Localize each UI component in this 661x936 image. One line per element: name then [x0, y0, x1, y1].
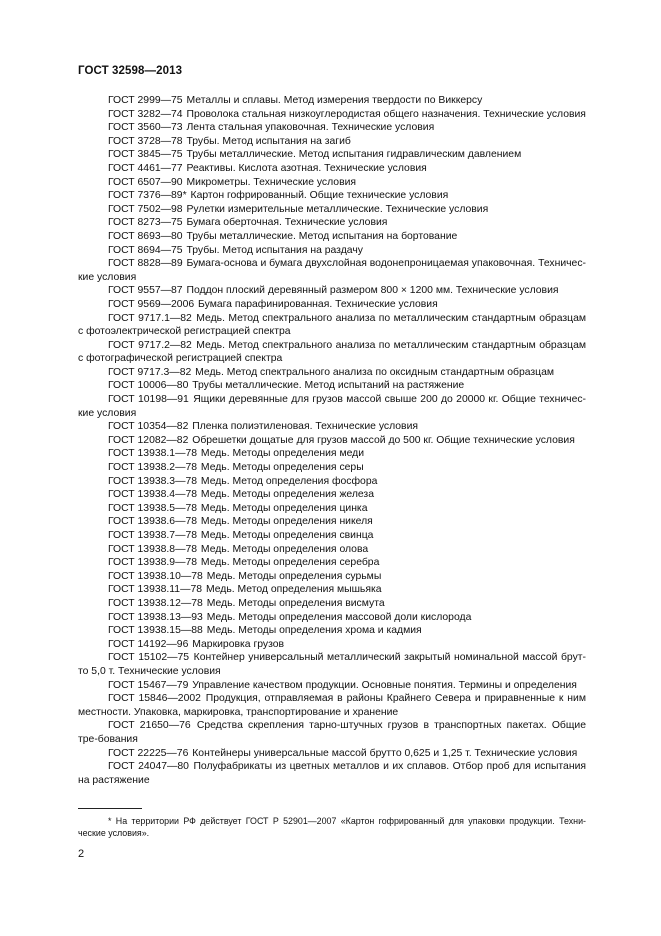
reference-entry	[78, 230, 586, 244]
standard-code: ГОСТ 22225—76	[108, 747, 189, 759]
reference-entry	[78, 488, 586, 502]
standard-code: ГОСТ 9557—87	[108, 285, 183, 297]
standard-code: ГОСТ 7376—89*	[108, 190, 187, 202]
standard-title: Металлы и сплавы. Метод измерения твердости по Виккерсу	[186, 95, 483, 106]
reference-entry	[78, 108, 586, 122]
standard-title: Медь. Метод определения фосфора	[200, 475, 378, 487]
standard-title: Трубы. Метод испытания на раздачу	[186, 244, 363, 256]
standard-title: Бумага-основа и бумага двухслойная водонепроницаемая упаковочная. Техничес-кие условия	[78, 258, 586, 283]
standard-code: ГОСТ 13938.5—78	[108, 502, 198, 514]
standard-code: ГОСТ 13938.12—78	[108, 597, 203, 609]
reference-entry	[78, 543, 586, 557]
standard-code: ГОСТ 13938.4—78	[108, 489, 198, 501]
standard-title: Реактивы. Кислота азотная. Технические условия	[186, 162, 427, 174]
standard-title: Медь. Методы определения железа	[200, 489, 374, 501]
standard-code: ГОСТ 13938.7—78	[108, 530, 198, 541]
standard-code: ГОСТ 2999—75	[108, 95, 183, 106]
standard-title: Обрешетки дощатые для грузов массой до 500 кг. Общие технические условия	[192, 434, 575, 446]
standard-code: ГОСТ 15102—75	[108, 652, 190, 664]
page-title: ГОСТ 32598—2013	[78, 65, 183, 77]
reference-entry	[78, 244, 586, 258]
reference-entry	[78, 651, 586, 678]
standard-code: ГОСТ 13938.8—78	[108, 543, 198, 555]
reference-entry	[78, 312, 586, 339]
standard-title: Медь. Методы определения никеля	[200, 516, 373, 528]
standard-title: Медь. Методы определения висмута	[206, 597, 385, 609]
standard-code: ГОСТ 8694—75	[108, 244, 183, 256]
standard-title: Средства скрепления тарно-штучных грузов в транспортных пакетах. Общие тре-бования	[78, 720, 586, 745]
reference-entry	[78, 148, 586, 162]
reference-entry	[78, 583, 586, 597]
standard-title: Ящики деревянные для грузов массой свыше 200 до 20000 кг. Общие техничес-кие условия	[78, 394, 587, 419]
standard-title: Медь. Методы определения массовой доли кислорода	[206, 611, 472, 623]
standard-code: ГОСТ 12082—82	[108, 434, 189, 446]
standard-title: Медь. Методы определения серы	[200, 462, 364, 474]
standard-title: Медь. Метод спектрального анализа по металлическим стандартным образцам с фотографической регистрацией спектра	[78, 339, 587, 365]
standard-title: Медь. Методы определения меди	[200, 448, 364, 460]
standard-code: ГОСТ 3728—78	[108, 135, 183, 147]
standard-code: ГОСТ 3282—74	[108, 108, 183, 120]
standard-code: ГОСТ 3845—75	[108, 149, 183, 161]
reference-entry	[78, 189, 586, 203]
standard-code: ГОСТ 13938.2—78	[108, 462, 198, 474]
reference-entry	[78, 216, 586, 230]
standard-title: Трубы металлические. Метод испытаний на растяжение	[192, 380, 465, 392]
standard-code: ГОСТ 13938.6—78	[108, 516, 198, 528]
standard-code: ГОСТ 10198—91	[108, 394, 189, 406]
standard-code: ГОСТ 9717.1—82	[108, 312, 192, 324]
standard-title: Пленка полиэтиленовая. Технические условия	[192, 421, 418, 433]
footnote: * На территории РФ действует ГОСТ Р 52901—2007 «Картон гофрированный для упаковки продукции. Техни-ческие условия».	[78, 816, 586, 838]
reference-entry	[78, 420, 586, 434]
reference-entry	[78, 257, 586, 284]
standard-title: Контейнер универсальный металлический закрытый номинальной массой брут-то 5,0 т. Технические условия	[78, 652, 587, 677]
standard-code: ГОСТ 13938.10—78	[108, 570, 203, 582]
reference-entry	[78, 692, 586, 719]
standard-code: ГОСТ 13938.9—78	[108, 557, 198, 569]
reference-entry	[78, 379, 586, 393]
standard-code: ГОСТ 15467—79	[108, 679, 189, 691]
standard-title: Рулетки измерительные металлические. Технические условия	[186, 203, 489, 215]
standard-code: ГОСТ 3560—73	[108, 122, 183, 134]
standard-code: ГОСТ 13938.11—78	[108, 584, 203, 596]
standard-title: Проволока стальная низкоуглеродистая общего назначения. Технические условия	[186, 108, 586, 120]
reference-entry	[78, 515, 586, 529]
standard-code: ГОСТ 9717.3—82	[108, 366, 192, 378]
standard-title: Картон гофрированный. Общие технические условия	[190, 190, 449, 202]
footnote-divider	[78, 808, 142, 809]
standard-title: Трубы металлические. Метод испытания на бортование	[186, 230, 458, 242]
reference-entry	[78, 203, 586, 217]
standard-title: Поддон плоский деревянный размером 800 × 1200 мм. Технические условия	[186, 285, 559, 297]
reference-entry	[78, 556, 586, 570]
standard-code: ГОСТ 8828—89	[108, 258, 183, 270]
standard-code: ГОСТ 8273—75	[108, 217, 183, 229]
standard-title: Продукция, отправляемая в районы Крайнего Севера и приравненные к ним местности. Упаковка, маркировка, транспортирование и хранение	[78, 693, 586, 718]
standard-title: Медь. Метод спектрального анализа по оксидным стандартным образцам	[195, 366, 555, 378]
standard-code: ГОСТ 13938.1—78	[108, 448, 198, 460]
standard-code: ГОСТ 13938.15—88	[108, 625, 203, 637]
standard-code: ГОСТ 21650—76	[108, 720, 191, 732]
standard-title: Полуфабрикаты из цветных металлов и их сплавов. Отбор проб для испытания на растяжение	[78, 761, 587, 786]
reference-entry	[78, 611, 586, 625]
standard-title: Лента стальная упаковочная. Технические условия	[186, 122, 435, 134]
standard-title: Медь. Методы определения цинка	[200, 502, 368, 514]
reference-entry	[78, 475, 586, 489]
standard-code: ГОСТ 7502—98	[108, 203, 183, 215]
reference-entry	[78, 447, 586, 461]
normative-references-list	[78, 94, 586, 787]
standard-title: Трубы. Метод испытания на загиб	[186, 135, 351, 147]
standard-code: ГОСТ 9717.2—82	[108, 339, 192, 351]
reference-entry	[78, 339, 586, 366]
standard-code: ГОСТ 10354—82	[108, 421, 189, 433]
reference-entry	[78, 176, 586, 190]
reference-entry	[78, 760, 586, 787]
reference-entry	[78, 298, 586, 312]
reference-entry	[78, 529, 586, 543]
standard-title: Медь. Метод спектрального анализа по металлическим стандартным образцам с фотоэлектрической регистрацией спектра	[78, 312, 587, 338]
standard-title: Трубы металлические. Метод испытания гидравлическим давлением	[186, 149, 522, 161]
reference-entry	[78, 624, 586, 638]
reference-entry	[78, 719, 586, 746]
reference-entry	[78, 393, 586, 420]
standard-code: ГОСТ 9569—2006	[108, 298, 195, 310]
reference-entry	[78, 679, 586, 693]
standard-title: Управление качеством продукции. Основные понятия. Термины и определения	[192, 679, 577, 691]
reference-entry	[78, 502, 586, 516]
reference-entry	[78, 284, 586, 298]
reference-entry	[78, 366, 586, 380]
standard-title: Медь. Методы определения свинца	[200, 530, 374, 541]
standard-code: ГОСТ 4461—77	[108, 162, 183, 174]
standard-title: Медь. Метод определения мышьяка	[205, 584, 382, 596]
standard-title: Маркировка грузов	[192, 638, 285, 650]
standard-title: Медь. Методы определения олова	[200, 543, 369, 555]
standard-code: ГОСТ 13938.3—78	[108, 475, 198, 487]
reference-entry	[78, 135, 586, 149]
standard-title: Бумага оберточная. Технические условия	[186, 217, 388, 229]
standard-title: Контейнеры универсальные массой брутто 0,625 и 1,25 т. Технические условия	[192, 747, 578, 759]
page-number: 2	[78, 848, 85, 860]
reference-entry	[78, 121, 586, 135]
reference-entry	[78, 162, 586, 176]
standard-title: Бумага парафинированная. Технические условия	[198, 298, 438, 310]
standard-title: Медь. Методы определения сурьмы	[206, 570, 382, 582]
reference-entry	[78, 461, 586, 475]
reference-entry	[78, 597, 586, 611]
standard-code: ГОСТ 24047—80	[108, 761, 189, 773]
standard-code: ГОСТ 8693—80	[108, 230, 183, 242]
reference-entry	[78, 570, 586, 584]
standard-code: ГОСТ 14192—96	[108, 638, 189, 650]
reference-entry	[78, 94, 586, 108]
standard-title: Медь. Методы определения серебра	[200, 557, 380, 569]
standard-title: Микрометры. Технические условия	[186, 176, 357, 188]
reference-entry	[78, 747, 586, 761]
reference-entry	[78, 434, 586, 448]
reference-entry	[78, 638, 586, 652]
standard-title: Медь. Методы определения хрома и кадмия	[206, 625, 422, 637]
standard-code: ГОСТ 15846—2002	[108, 693, 201, 705]
standard-code: ГОСТ 6507—90	[108, 176, 183, 188]
standard-code: ГОСТ 13938.13—93	[108, 611, 203, 623]
standard-code: ГОСТ 10006—80	[108, 380, 189, 392]
